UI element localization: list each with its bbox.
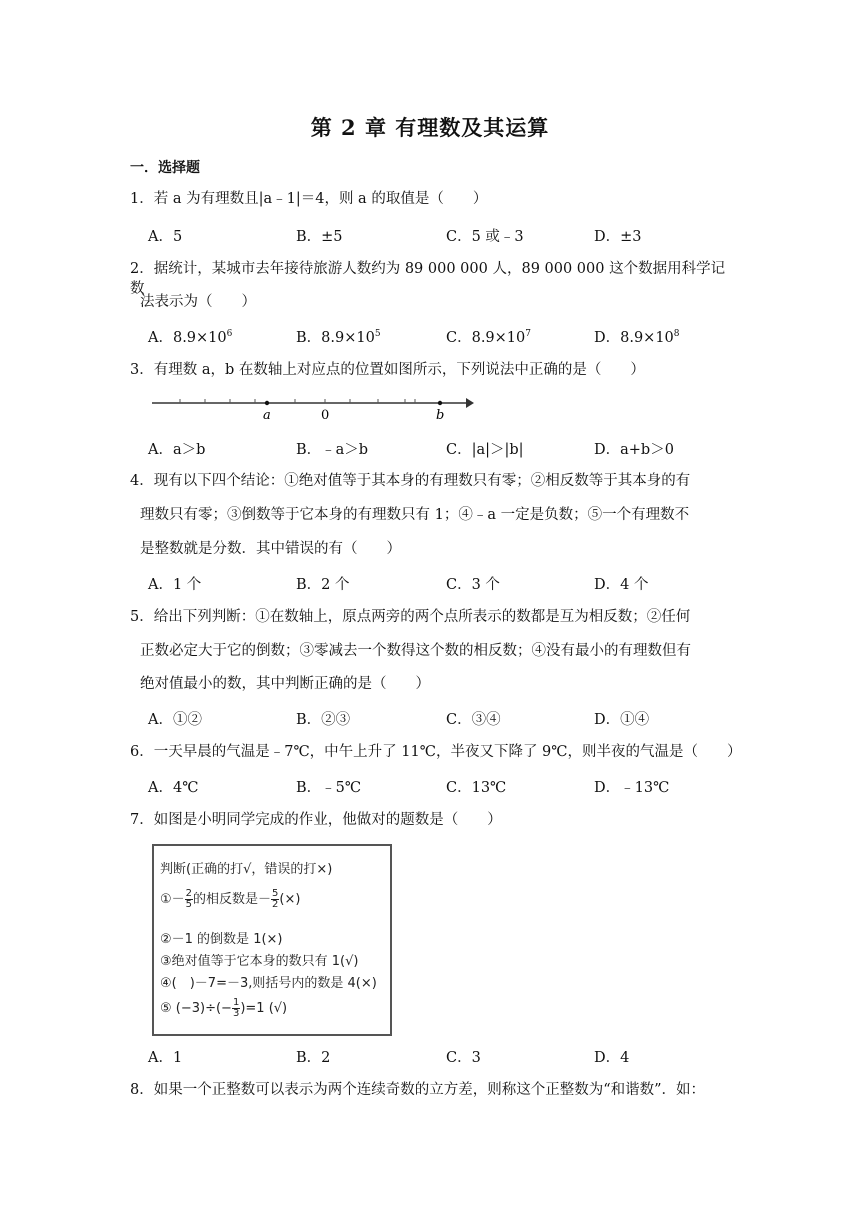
figure-item-1: ①－ $\frac{2}{5}$ 的相反数是－ $\frac{5}{2}$ (×) (160, 888, 301, 910)
option-b: B．2 (296, 1050, 331, 1066)
question-3-options (148, 438, 748, 458)
option-c: C．5 或﹣3 (446, 229, 524, 245)
option-c: C．|a|＞|b| (446, 442, 524, 458)
option-c: C．③④ (446, 712, 501, 728)
question-6: 6．一天早晨的气温是﹣7℃，中午上升了 11℃，半夜又下降了 9℃，则半夜的气温是（ ） (130, 744, 742, 760)
question-6-options (148, 776, 748, 796)
option-d: D．$8.9\times 10^8$ (594, 329, 680, 346)
question-8: 8．如果一个正整数可以表示为两个连续奇数的立方差，则称这个正整数为“和谐数”．如： (130, 1082, 706, 1098)
option-a: A．5 (148, 229, 183, 245)
question-7: 7．如图是小明同学完成的作业，他做对的题数是（ ） (130, 812, 502, 828)
label-a: a (263, 408, 271, 422)
option-a: A．$8.9\times 10^6$ (148, 329, 233, 346)
option-d: D．a+b＞0 (594, 442, 674, 458)
option-d: D．±3 (594, 229, 642, 245)
option-d: D．﹣13℃ (594, 780, 670, 796)
section-heading: 一．选择题 (130, 160, 200, 176)
question-5-line-2: 正数必定大于它的倒数；③零减去一个数得这个数的相反数；④没有最小的有理数但有 (140, 643, 691, 659)
question-7-options (148, 1046, 748, 1066)
option-b: B．﹣5℃ (296, 780, 362, 796)
number-line-figure (150, 392, 475, 422)
option-a: A．4℃ (148, 780, 199, 796)
option-b: B．±5 (296, 229, 343, 245)
question-2-line-1: 2．据统计，某城市去年接待旅游人数约为 89 000 000 人，89 000 000 这个数据用科学记数 (130, 261, 726, 297)
option-b: B．$8.9\times 10^5$ (296, 329, 381, 346)
figure-item-4: ④( )－7=－3,则括号内的数是 4(×) (160, 976, 377, 991)
label-zero: 0 (321, 408, 330, 422)
option-c: C．13℃ (446, 780, 507, 796)
question-4-line-3: 是整数就是分数．其中错误的有（ ） (140, 541, 401, 557)
question-1-options (148, 225, 748, 245)
homework-figure (152, 844, 392, 1036)
question-5-line-1: 5．给出下列判断：①在数轴上，原点两旁的两个点所表示的数都是互为相反数；②任何 (130, 609, 691, 625)
option-a: A．①② (148, 712, 202, 728)
option-a: A．1 (148, 1050, 183, 1066)
option-b: B．2 个 (296, 577, 350, 593)
figure-item-3: ③绝对值等于它本身的数只有 1(√) (160, 954, 359, 969)
label-b: b (436, 408, 445, 422)
question-5-line-3: 绝对值最小的数，其中判断正确的是（ ） (140, 676, 430, 692)
option-d: D．4 (594, 1050, 630, 1066)
point-b (438, 401, 442, 405)
option-c: C．3 (446, 1050, 481, 1066)
figure-item-5: ⑤ (−3)÷(− $\frac{1}{3}$ )=1 (√) (160, 997, 288, 1019)
option-d: D．4 个 (594, 577, 649, 593)
point-a (265, 401, 269, 405)
option-c: C．$8.9\times 10^7$ (446, 329, 531, 346)
figure-header: 判断(正确的打√，错误的打×) (160, 862, 333, 877)
option-b: B．②③ (296, 712, 351, 728)
question-2-line-2: 法表示为（ ） (140, 294, 256, 310)
figure-item-2: ②－1 的倒数是 1(×) (160, 932, 283, 947)
question-4-options (148, 573, 748, 593)
option-c: C．3 个 (446, 577, 500, 593)
question-4-line-2: 理数只有零；③倒数等于它本身的有理数只有 1；④﹣a 一定是负数；⑤一个有理数不 (140, 507, 690, 523)
page-title: 第 2 章 有理数及其运算 (310, 115, 550, 140)
question-1: 1．若 a 为有理数且|a﹣1|＝4，则 a 的取值是（ ） (130, 191, 488, 207)
question-4-line-1: 4．现有以下四个结论：①绝对值等于其本身的有理数只有零；②相反数等于其本身的有 (130, 473, 691, 489)
option-d: D．①④ (594, 712, 650, 728)
option-b: B．﹣a＞b (296, 442, 369, 458)
option-a: A．1 个 (148, 577, 202, 593)
question-5-options (148, 708, 748, 728)
question-2-options (148, 326, 748, 346)
number-line-arrow (466, 398, 474, 408)
option-a: A．a＞b (148, 442, 206, 458)
question-3: 3．有理数 a，b 在数轴上对应点的位置如图所示，下列说法中正确的是（ ） (130, 362, 645, 378)
